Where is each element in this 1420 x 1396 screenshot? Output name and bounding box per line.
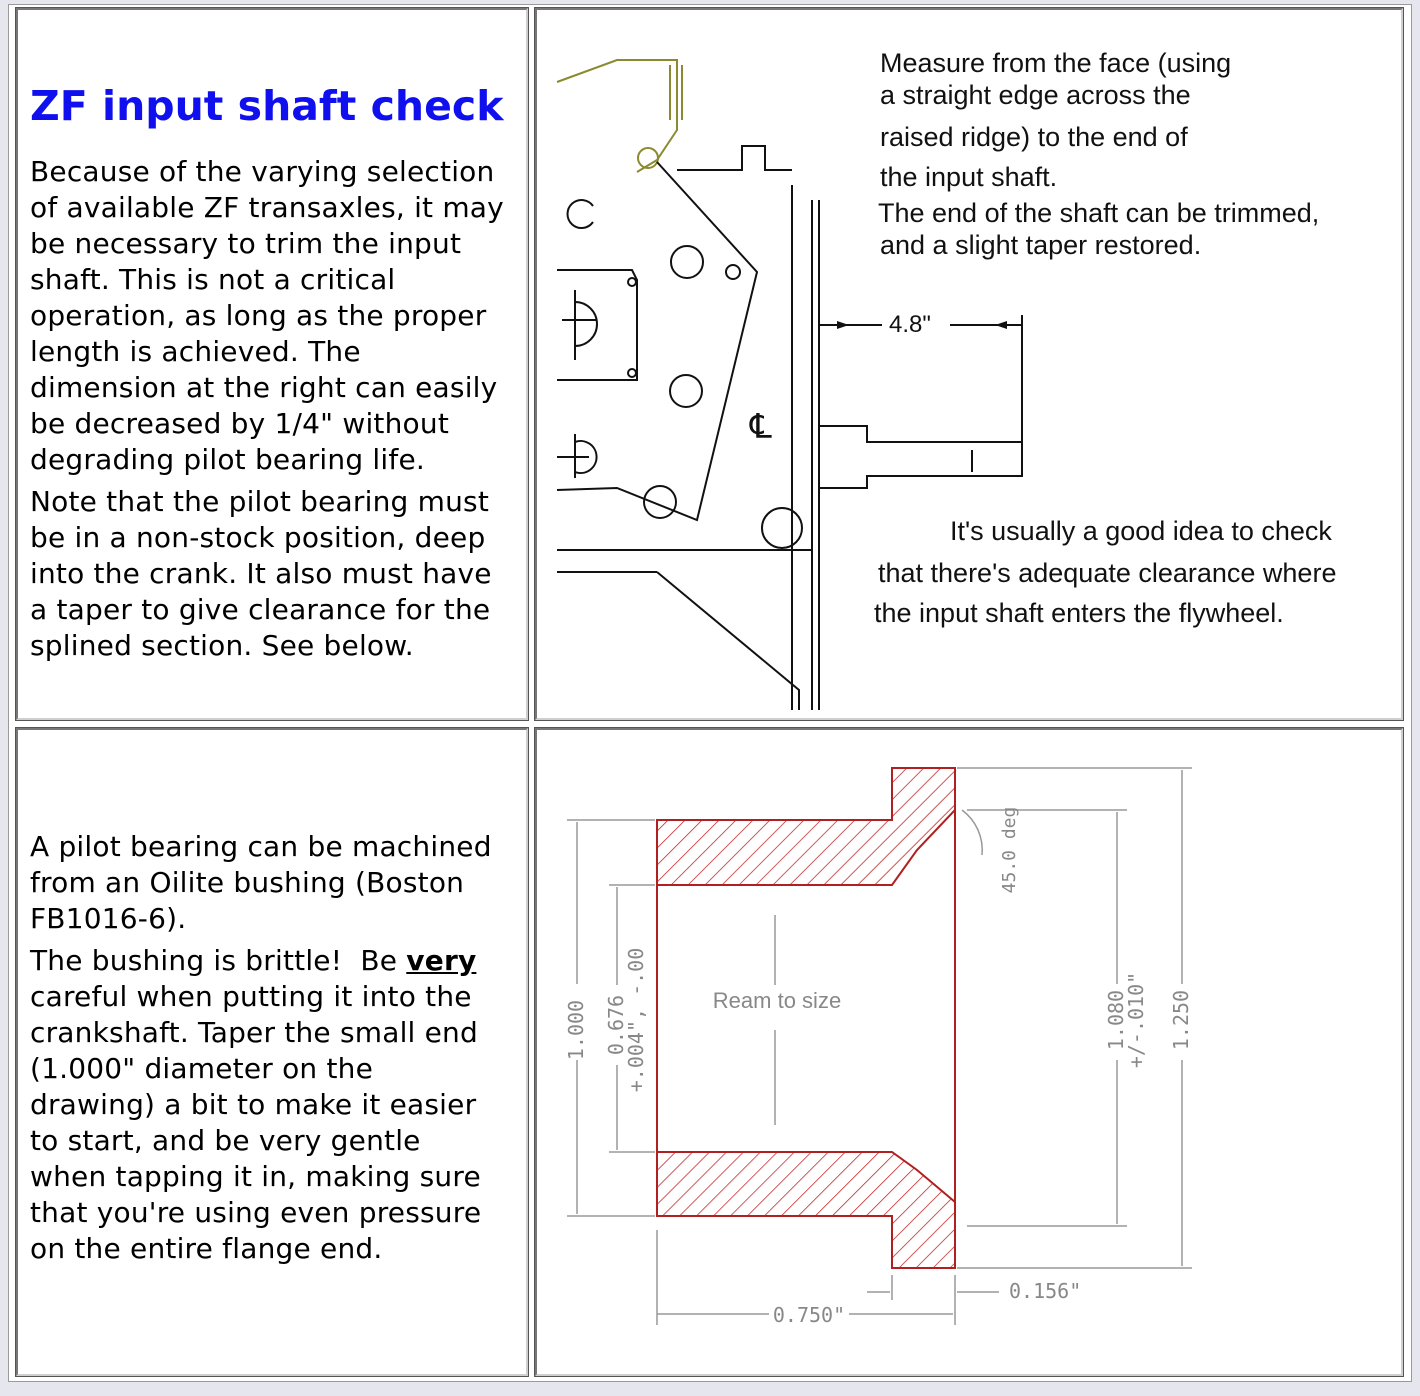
dimension-label: 1.080 [1104, 989, 1128, 1051]
ream-label: Ream to size [712, 988, 842, 1013]
dimension-label: 1.000 [564, 999, 588, 1061]
text-line: FB1016-6). [30, 902, 187, 935]
dimension-label: 1.250 [1169, 989, 1193, 1051]
text-line: a taper to give clearance for the [30, 593, 491, 626]
text-line: on the entire flange end. [30, 1232, 383, 1265]
text-line: crankshaft. Taper the small end [30, 1016, 478, 1049]
text-line [30, 943, 524, 979]
text-line: be decreased by 1/4" without [30, 407, 450, 440]
measure-note [878, 48, 1319, 260]
dimension-tolerance: +/-.010" [1124, 971, 1148, 1069]
input-shaft-drawing [537, 10, 1401, 718]
bushing-section [657, 768, 955, 1268]
text-line: shaft. This is not a critical [30, 263, 396, 296]
note-line: and a slight taper restored. [880, 230, 1202, 260]
note-line: It's usually a good idea to check [950, 516, 1332, 546]
page-title: ZF input shaft check [30, 82, 504, 130]
dimension-tolerance: +.004", -.00 [624, 947, 648, 1093]
intro-paragraph [30, 154, 524, 478]
text-line: when tapping it in, making sure [30, 1160, 481, 1193]
dimension-label: 0.156" [1009, 1279, 1082, 1303]
note-line: a straight edge across the [880, 80, 1191, 110]
text-line: dimension at the right can easily [30, 371, 498, 404]
text-line: drawing) a bit to make it easier [30, 1088, 477, 1121]
note-line: the input shaft. [880, 162, 1058, 192]
text-line: from an Oilite bushing (Boston [30, 866, 465, 899]
note-line: raised ridge) to the end of [880, 122, 1188, 152]
text-line: degrading pilot bearing life. [30, 443, 425, 476]
bushing-source-paragraph [30, 829, 524, 937]
input-shaft [819, 426, 1022, 488]
pilot-bushing-drawing [537, 730, 1401, 1374]
bolt-hole-icon [568, 200, 593, 228]
clutch-arm [557, 60, 682, 172]
clearance-note [874, 516, 1336, 628]
text-line: length is achieved. The [30, 335, 361, 368]
text-line: be necessary to trim the input [30, 227, 462, 260]
text-line: into the crank. It also must have [30, 557, 492, 590]
text-line: A pilot bearing can be machined [30, 830, 492, 863]
dimension-label: 0.676 [604, 994, 628, 1056]
angle-label: 45.0 deg [999, 806, 1020, 894]
housing-outline [557, 162, 757, 520]
bolt-hole-icon [762, 508, 802, 548]
note-line: The end of the shaft can be trimmed, [878, 198, 1320, 228]
dimension-label: 4.8" [889, 311, 931, 338]
bolt-hole-icon [670, 375, 702, 407]
pilot-bearing-note [30, 484, 524, 664]
text-line: splined section. See below. [30, 629, 414, 662]
note-line: that there's adequate clearance where [878, 558, 1337, 588]
bolt-hole-icon [644, 486, 676, 518]
note-line: the input shaft enters the flywheel. [874, 598, 1284, 628]
emphasis-text: very [406, 944, 477, 977]
text-line: operation, as long as the proper [30, 299, 487, 332]
bolt-hole-icon [726, 265, 740, 279]
text-line: (1.000" diameter on the [30, 1052, 374, 1085]
text-segment: The bushing is brittle! Be [30, 944, 407, 977]
text-line: Because of the varying selection [30, 155, 495, 188]
text-line: Note that the pilot bearing must [30, 485, 489, 518]
text-line: that you're using even pressure [30, 1196, 482, 1229]
centerline-icon: ℄ [750, 408, 772, 446]
text-line: be in a non-stock position, deep [30, 521, 486, 554]
text-line: careful when putting it into the [30, 980, 472, 1013]
note-line: Measure from the face (using [880, 48, 1232, 78]
text-line: to start, and be very gentle [30, 1124, 421, 1157]
dimension-label: 0.750" [772, 1303, 846, 1327]
bushing-warning-paragraph [30, 943, 524, 1267]
text-line: of available ZF transaxles, it may [30, 191, 504, 224]
bolt-hole-icon [671, 246, 703, 278]
